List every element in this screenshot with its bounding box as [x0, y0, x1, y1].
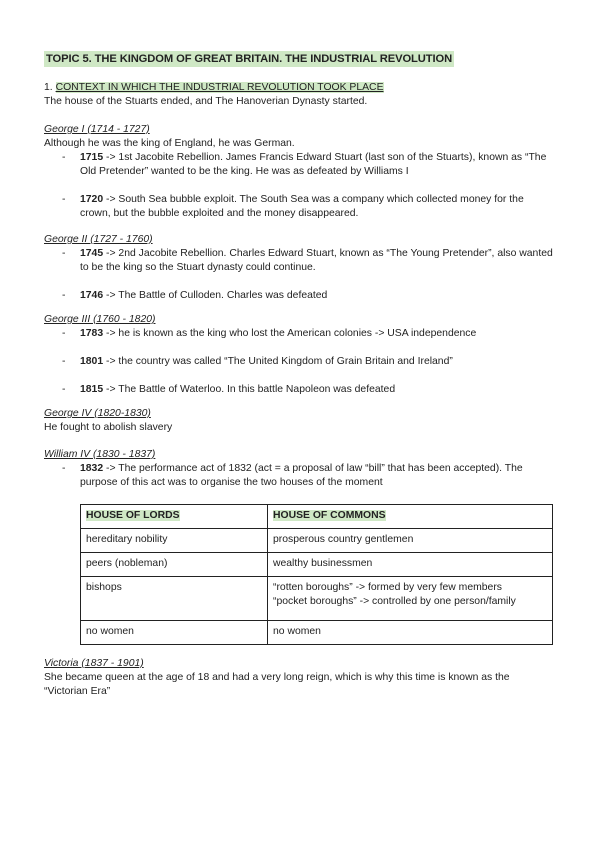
section-intro: The house of the Stuarts ended, and The Hanoverian Dynasty started.	[44, 96, 368, 107]
list-item: - 1832 -> The performance act of 1832 (act = a proposal of law “bill” that has been accepted). The purpose of this act was to organise the two houses of the moment	[44, 462, 556, 490]
table-header-row	[81, 505, 553, 529]
reign-heading-george-iv: George IV (1820-1830)	[44, 408, 151, 419]
reign-heading-george-ii: George II (1727 - 1760)	[44, 234, 153, 245]
table-header-commons: HOUSE OF COMMONS	[268, 505, 553, 529]
list-item: - 1746 -> The Battle of Culloden. Charles was defeated	[44, 289, 556, 303]
page-title: TOPIC 5. THE KINGDOM OF GREAT BRITAIN. THE INDUSTRIAL REVOLUTION	[46, 53, 453, 65]
reign-heading-william-iv: William IV (1830 - 1837)	[44, 449, 156, 460]
table-row	[81, 529, 553, 553]
list-item: - 1720 -> South Sea bubble exploit. The South Sea was a company which collected money for the crown, but the bubble exploited and the money disappeared.	[44, 193, 556, 221]
table-cell-line: “pocket boroughs” -> controlled by one person/family	[273, 596, 516, 607]
table-cell: wealthy businessmen	[268, 553, 553, 577]
table-cell: prosperous country gentlemen	[268, 529, 553, 553]
event-list-george-ii	[44, 247, 556, 303]
list-item: - 1801 -> the country was called “The United Kingdom of Grain Britain and Ireland”	[44, 355, 556, 369]
table-row	[81, 577, 553, 621]
event-list-george-i	[44, 151, 556, 221]
list-item: - 1745 -> 2nd Jacobite Rebellion. Charles Edward Stuart, known as “The Young Pretender”, also wanted to be the king so the Stuart dynasty could continue.	[44, 247, 556, 275]
table-cell: no women	[81, 621, 268, 645]
event-list-william-iv	[44, 462, 556, 490]
reign-heading-victoria: Victoria (1837 - 1901)	[44, 658, 144, 669]
houses-table	[80, 504, 553, 645]
section-heading: 1. CONTEXT IN WHICH THE INDUSTRIAL REVOLUTION TOOK PLACE	[44, 82, 384, 93]
table-cell: bishops	[81, 577, 268, 621]
table-cell-line: “rotten boroughs” -> formed by very few members	[273, 582, 502, 593]
table-cell	[268, 577, 553, 621]
reign-heading-george-i: George I (1714 - 1727)	[44, 124, 150, 135]
section-1	[44, 81, 556, 109]
reign-intro-george-iv: He fought to abolish slavery	[44, 422, 173, 433]
table-cell: no women	[268, 621, 553, 645]
list-item: - 1783 -> he is known as the king who lost the American colonies -> USA independence	[44, 327, 556, 341]
reign-intro-george-i: Although he was the king of England, he was German.	[44, 138, 295, 149]
list-item: - 1815 -> The Battle of Waterloo. In this battle Napoleon was defeated	[44, 383, 556, 397]
table-cell: hereditary nobility	[81, 529, 268, 553]
list-item: - 1715 -> 1st Jacobite Rebellion. James Francis Edward Stuart (last son of the Stuarts), known as “The Old Pretender” wanted to be the king. He was as defeated by Williams I	[44, 151, 556, 179]
event-list-george-iii	[44, 327, 556, 397]
table-row	[81, 621, 553, 645]
table-header-lords: HOUSE OF LORDS	[81, 505, 268, 529]
reign-intro-victoria: She became queen at the age of 18 and had a very long reign, which is why this time is known as the “Victorian Era”	[44, 672, 510, 697]
table-row	[81, 553, 553, 577]
table-cell: peers (nobleman)	[81, 553, 268, 577]
reign-heading-george-iii: George III (1760 - 1820)	[44, 314, 156, 325]
document-page	[44, 51, 556, 699]
